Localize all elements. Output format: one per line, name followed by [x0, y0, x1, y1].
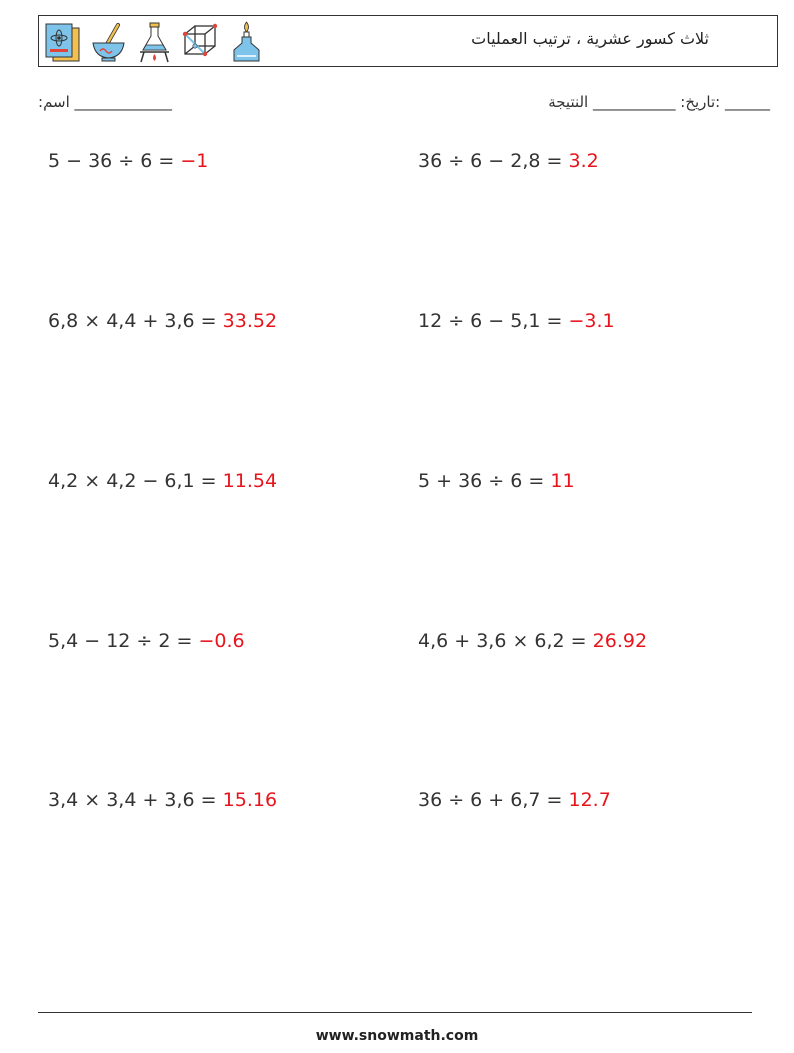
problem-5 [48, 470, 277, 492]
problem-expression: 36 ÷ 6 − 2,8 = [418, 150, 569, 172]
problem-expression: 4,6 + 3,6 × 6,2 = [418, 630, 593, 652]
problem-9 [48, 789, 277, 811]
problem-8 [418, 630, 647, 652]
problem-answer: 11 [550, 470, 575, 492]
problem-answer: 26.92 [592, 630, 648, 652]
problem-answer: 15.16 [222, 789, 278, 811]
problem-expression: 36 ÷ 6 + 6,7 = [418, 789, 569, 811]
problem-10 [418, 789, 611, 811]
mortar-pestle-icon [90, 20, 127, 64]
header-icons [44, 20, 265, 64]
problem-expression: 5 − 36 ÷ 6 = [48, 150, 181, 172]
problem-expression: 4,2 × 4,2 − 6,1 = [48, 470, 223, 492]
problem-answer: 12.7 [568, 789, 611, 811]
problem-1 [48, 150, 208, 172]
problem-expression: 5 + 36 ÷ 6 = [418, 470, 551, 492]
problem-expression: 3,4 × 3,4 + 3,6 = [48, 789, 223, 811]
bunsen-burner-icon [228, 20, 265, 64]
problem-3 [48, 310, 277, 332]
problem-answer: 33.52 [222, 310, 278, 332]
problem-6 [418, 470, 575, 492]
problem-expression: 6,8 × 4,4 + 3,6 = [48, 310, 223, 332]
footer-site-link[interactable]: www.snowmath.com [315, 1028, 479, 1044]
problem-2 [418, 150, 599, 172]
problem-7 [48, 630, 245, 652]
problem-answer: −1 [180, 150, 209, 172]
worksheet-title: ثلاث كسور عشرية ، ترتيب العمليات [471, 29, 709, 48]
date-score-fields: ______ :تاريخ: ___________ النتيجة [548, 93, 770, 111]
problem-answer: −0.6 [198, 630, 245, 652]
worksheet-header [38, 15, 778, 67]
flask-burner-icon [136, 20, 173, 64]
name-field: :اسم _____________ [38, 93, 173, 111]
problem-4 [418, 310, 615, 332]
problem-expression: 12 ÷ 6 − 5,1 = [418, 310, 569, 332]
footer-divider [38, 1012, 752, 1013]
problem-answer: 11.54 [222, 470, 278, 492]
cube-wireframe-icon [182, 20, 219, 64]
problem-answer: −3.1 [568, 310, 615, 332]
problem-answer: 3.2 [568, 150, 599, 172]
problem-expression: 5,4 − 12 ÷ 2 = [48, 630, 199, 652]
atom-book-icon [44, 20, 81, 64]
